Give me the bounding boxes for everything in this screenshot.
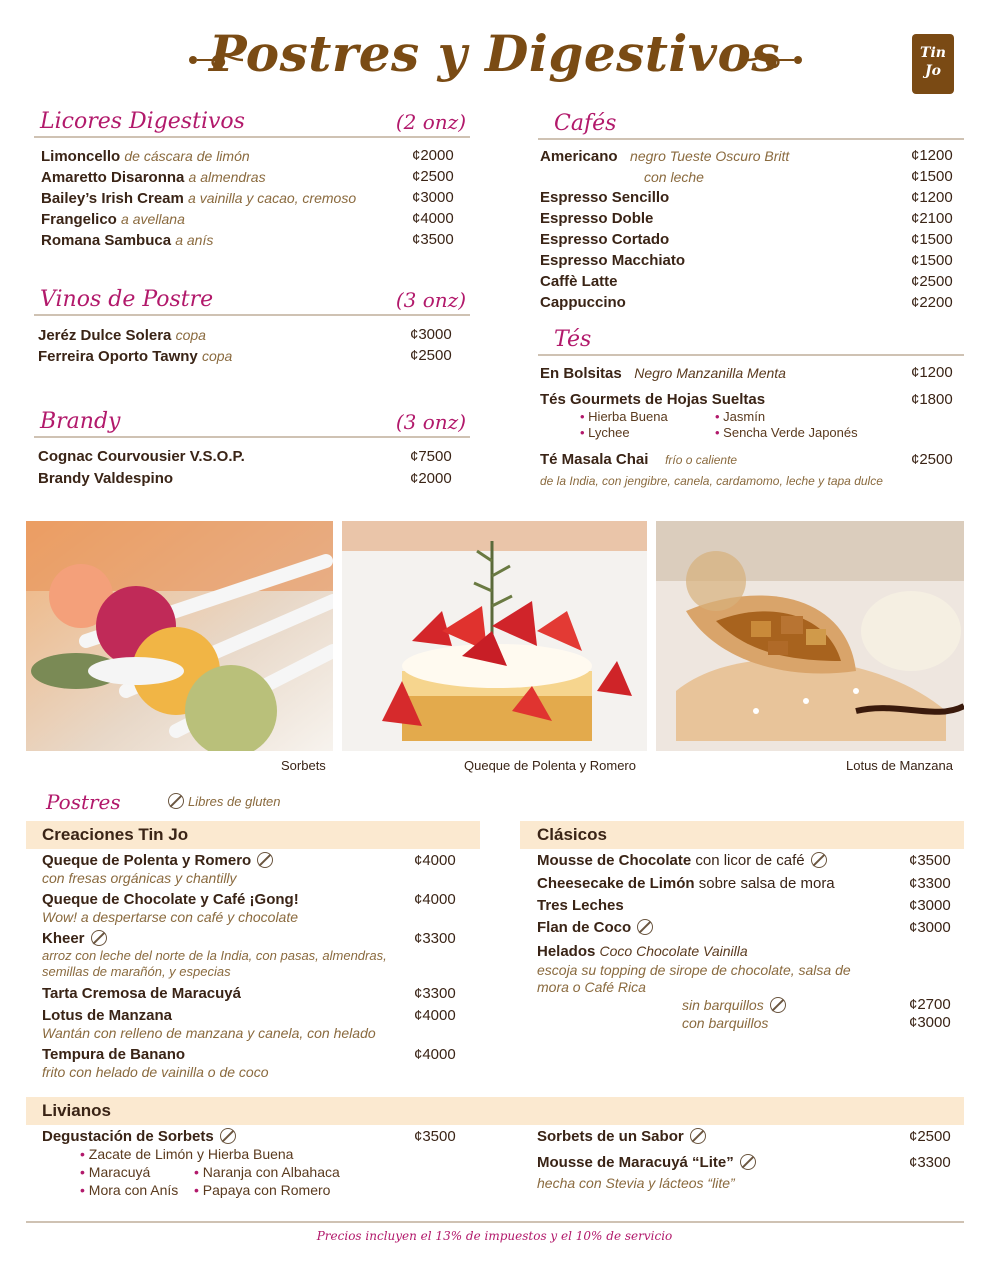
menu-item-desc: con fresas orgánicas y chantilly (42, 870, 237, 886)
menu-item: Degustación de Sorbets (42, 1127, 236, 1147)
menu-item: Lotus de Manzana (42, 1007, 173, 1024)
photo-caption: Lotus de Manzana (846, 758, 953, 773)
menu-item-desc: Wow! a despertarse con café y chocolate (42, 909, 299, 925)
price: ¢3000 (412, 189, 454, 206)
list-item: • Papaya con Romero (194, 1182, 330, 1198)
menu-item: Cappuccino (540, 294, 626, 311)
gluten-free-icon (257, 852, 273, 868)
list-item: • Naranja con Albahaca (194, 1164, 340, 1180)
gluten-free-icon (811, 852, 827, 868)
menu-item: Mousse de Chocolate con licor de café (537, 851, 827, 871)
list-item: • Zacate de Limón y Hierba Buena (80, 1146, 293, 1162)
menu-item: Té Masala Chai frío o caliente (540, 451, 738, 468)
menu-item: Frangelico a avellana (41, 211, 185, 228)
menu-item: Ferreira Oporto Tawny copa (38, 348, 233, 365)
price: ¢1500 (911, 252, 953, 269)
price: ¢4000 (414, 852, 456, 869)
footer-note: Precios incluyen el 13% de impuestos y el 10% de servicio (316, 1229, 673, 1243)
price: ¢2500 (410, 347, 452, 364)
menu-item-desc: arroz con leche del norte de la India, con pasas, almendras, (42, 948, 387, 963)
menu-item: Brandy Valdespino (38, 470, 174, 487)
price: ¢4000 (414, 1007, 456, 1024)
list-item: • Mora con Anís (80, 1182, 178, 1198)
menu-item: Flan de Coco (537, 918, 653, 938)
subsection-title: Clásicos (537, 825, 607, 844)
price: ¢1200 (911, 364, 953, 381)
menu-item: Cheesecake de Limón sobre salsa de mora (537, 875, 835, 892)
menu-item-desc: frito con helado de vainilla o de coco (42, 1064, 269, 1080)
menu-item: Limoncello de cáscara de limón (41, 148, 250, 165)
menu-item: Tempura de Banano (42, 1046, 186, 1063)
menu-item: Queque de Chocolate y Café ¡Gong! (42, 891, 299, 908)
price: ¢4000 (412, 210, 454, 227)
price: ¢3500 (909, 852, 951, 869)
price: ¢2000 (410, 470, 452, 487)
menu-item-option: con barquillos (682, 1015, 769, 1031)
price: ¢1800 (911, 391, 953, 408)
price: ¢7500 (410, 448, 452, 465)
menu-item-desc: mora o Café Rica (537, 979, 646, 995)
menu-item-desc: semillas de marañón, y especias (42, 964, 231, 979)
price: ¢2700 (909, 996, 951, 1013)
section-licores: Licores Digestivos (2 onz) (34, 106, 470, 138)
list-item: • Sencha Verde Japonés (715, 425, 858, 441)
page-title: Postres y Digestivos (209, 24, 780, 83)
menu-item: Espresso Doble (540, 210, 654, 227)
photo-sorbets (26, 521, 333, 751)
price: ¢3300 (909, 875, 951, 892)
menu-item: Queque de Polenta y Romero (42, 851, 273, 871)
menu-item-desc: escoja su topping de sirope de chocolate, salsa de (537, 962, 851, 978)
price: ¢3500 (412, 231, 454, 248)
price: ¢3300 (414, 985, 456, 1002)
price: ¢3000 (410, 326, 452, 343)
menu-item: Amaretto Disaronna a almendras (41, 169, 266, 186)
section-tes: Tés (538, 324, 964, 356)
list-item: • Jasmín (715, 409, 765, 425)
price: ¢3300 (414, 930, 456, 947)
price: ¢2200 (911, 294, 953, 311)
price: ¢2000 (412, 147, 454, 164)
price: ¢1500 (911, 231, 953, 248)
price: ¢2500 (909, 1128, 951, 1145)
list-item: • Hierba Buena (580, 409, 668, 425)
menu-item-option: con leche (644, 169, 704, 185)
price: ¢1200 (911, 147, 953, 164)
menu-item: Bailey’s Irish Cream a vainilla y cacao, cremoso (41, 190, 357, 207)
band-livianos (26, 1097, 964, 1125)
price: ¢3000 (909, 1014, 951, 1031)
menu-item: Jeréz Dulce Solera copa (38, 327, 206, 344)
price: ¢3000 (909, 897, 951, 914)
price: ¢4000 (414, 1046, 456, 1063)
photo-caption: Sorbets (281, 758, 326, 773)
list-item: • Maracuyá (80, 1164, 150, 1180)
menu-item: Espresso Cortado (540, 231, 670, 248)
list-item: • Lychee (580, 425, 630, 441)
section-brandy: Brandy (3 onz) (34, 406, 470, 438)
menu-item: Romana Sambuca a anís (41, 232, 214, 249)
menu-item-note: de la India, con jengibre, canela, cardamomo, leche y tapa dulce (540, 474, 883, 488)
subsection-title: Creaciones Tin Jo (42, 825, 189, 844)
section-cafes: Cafés (538, 108, 964, 140)
gluten-free-icon (690, 1128, 706, 1144)
menu-item: Americano negro Tueste Oscuro Britt (540, 148, 790, 165)
price: ¢2100 (911, 210, 953, 227)
menu-item: Espresso Sencillo (540, 189, 670, 206)
price: ¢1500 (911, 168, 953, 185)
footer-divider (26, 1221, 964, 1223)
price: ¢2500 (911, 451, 953, 468)
section-postres-title: Postres (46, 790, 121, 814)
gluten-free-icon (770, 997, 786, 1013)
price: ¢3300 (909, 1154, 951, 1171)
photo-lotus (656, 521, 964, 751)
menu-item: Caffè Latte (540, 273, 618, 290)
price: ¢2500 (911, 273, 953, 290)
menu-item: Tés Gourmets de Hojas Sueltas (540, 391, 766, 408)
gluten-free-icon (740, 1154, 756, 1170)
price: ¢4000 (414, 891, 456, 908)
gluten-free-icon (637, 919, 653, 935)
menu-item: Espresso Macchiato (540, 252, 686, 269)
menu-item: Helados Coco Chocolate Vainilla (537, 943, 748, 960)
price: ¢3000 (909, 919, 951, 936)
price: ¢1200 (911, 189, 953, 206)
gluten-free-icon (168, 793, 184, 809)
menu-item-desc: Wantán con relleno de manzana y canela, con helado (42, 1025, 376, 1041)
menu-item: Tres Leches (537, 897, 624, 914)
menu-item: Tarta Cremosa de Maracuyá (42, 985, 241, 1002)
menu-item: Mousse de Maracuyá “Lite” (537, 1153, 756, 1173)
menu-item: Sorbets de un Sabor (537, 1127, 706, 1147)
menu-item: Kheer (42, 929, 107, 949)
subsection-title: Livianos (42, 1101, 111, 1120)
photo-queque (342, 521, 647, 751)
ornament-right-icon (746, 46, 806, 74)
price: ¢3500 (414, 1128, 456, 1145)
logo: Tin Jo (912, 34, 954, 94)
photo-caption: Queque de Polenta y Romero (464, 758, 636, 773)
gluten-free-legend: Libres de gluten (168, 793, 281, 809)
section-vinos: Vinos de Postre (3 onz) (34, 284, 470, 316)
price: ¢2500 (412, 168, 454, 185)
menu-item: En Bolsitas Negro Manzanilla Menta (540, 365, 786, 382)
gluten-free-icon (220, 1128, 236, 1144)
gluten-free-icon (91, 930, 107, 946)
menu-item-option: sin barquillos (682, 996, 786, 1014)
menu-item-desc: hecha con Stevia y lácteos “lite” (537, 1175, 735, 1191)
menu-item: Cognac Courvousier V.S.O.P. (38, 448, 245, 465)
